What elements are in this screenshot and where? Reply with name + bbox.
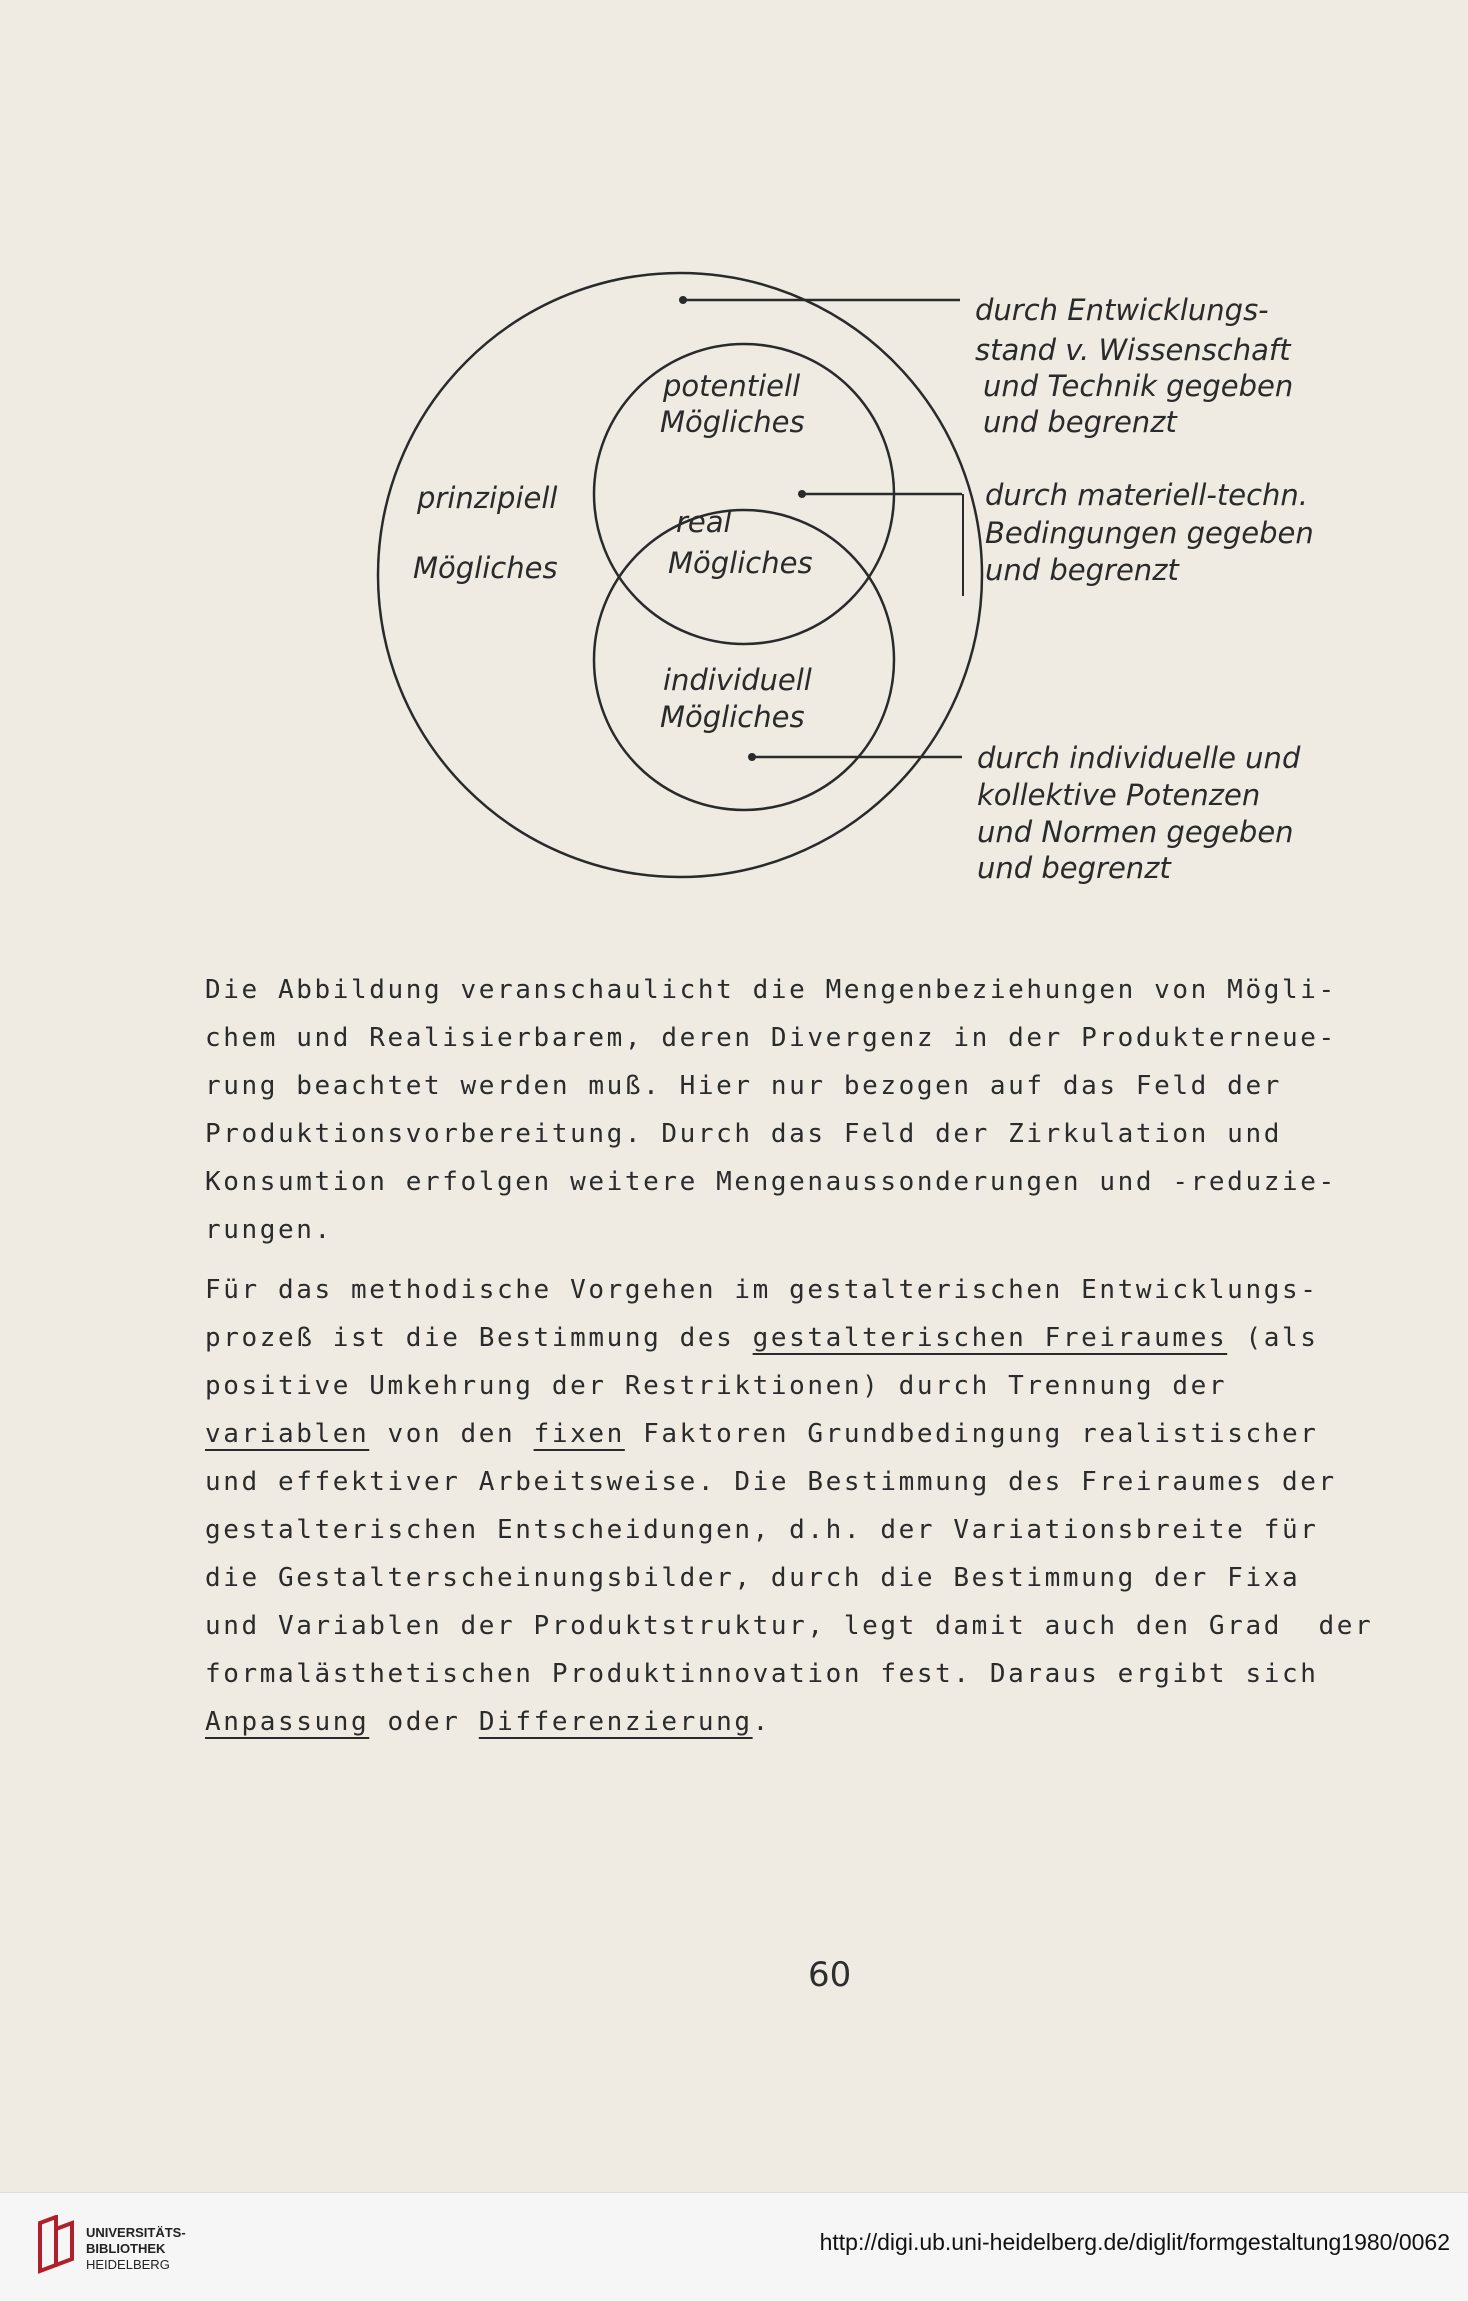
- underlined-term: gestalterischen Freiraumes: [752, 1323, 1228, 1353]
- library-logo-icon: [34, 2215, 78, 2275]
- annotation-3-line-1: durch individuelle und: [977, 741, 1301, 775]
- leader-dot-2: [798, 490, 806, 498]
- paragraph-1-line: rung beachtet werden muß. Hier nur bezogen auf das Feld der: [205, 1071, 1282, 1101]
- library-logo[interactable]: [34, 2211, 194, 2283]
- label-individuell-1: individuell: [663, 663, 812, 697]
- paragraph-1-line: Die Abbildung veranschaulicht die Mengenbeziehungen von Mögli-: [205, 975, 1337, 1005]
- paragraph-1-line: rungen.: [205, 1215, 333, 1245]
- annotation-1-line-2: stand v. Wissenschaft: [975, 333, 1291, 367]
- annotation-1-line-3: und Technik gegeben: [983, 369, 1294, 403]
- text-span: Faktoren Grundbedingung realistischer: [624, 1419, 1319, 1449]
- paragraph-1-line: Produktionsvorbereitung. Durch das Feld der Zirkulation und: [205, 1119, 1282, 1149]
- paragraph-2: [205, 1266, 1415, 1746]
- paragraph-1-line: chem und Realisierbarem, deren Divergenz in der Produkterneue-: [205, 1023, 1337, 1053]
- paragraph-1: [205, 966, 1415, 1254]
- annotation-1-line-1: durch Entwicklungs-: [975, 293, 1269, 327]
- paragraph-2-line: [205, 1410, 1415, 1458]
- leader-dot-3: [748, 753, 756, 761]
- text-span: oder: [369, 1707, 479, 1737]
- label-potentiell-2: Mögliches: [660, 405, 805, 439]
- underlined-term: Differenzierung: [478, 1707, 753, 1737]
- text-span: prozeß ist die Bestimmung des: [205, 1323, 753, 1353]
- text-span: von den: [369, 1419, 534, 1449]
- text-span: .: [752, 1707, 771, 1737]
- annotation-2-line-1: durch materiell-techn.: [985, 478, 1309, 512]
- label-individuell-2: Mögliches: [660, 700, 805, 734]
- annotation-3-line-4: und begrenzt: [977, 851, 1171, 885]
- leader-dot-1: [679, 296, 687, 304]
- venn-diagram: [0, 0, 1468, 950]
- paragraph-2-line: positive Umkehrung der Restriktionen) durch Trennung der: [205, 1371, 1228, 1401]
- annotation-2-line-2: Bedingungen gegeben: [985, 516, 1314, 550]
- underlined-term: fixen: [533, 1419, 625, 1449]
- paragraph-2-line: die Gestalterscheinungsbilder, durch die Bestimmung der Fixa: [205, 1563, 1301, 1593]
- paragraph-2-line: gestalterischen Entscheidungen, d.h. der Variationsbreite für: [205, 1515, 1319, 1545]
- page-number: 60: [808, 1955, 852, 1995]
- label-prinzipiell-1: prinzipiell: [417, 481, 558, 515]
- paragraph-2-line: und Variablen der Produktstruktur, legt damit auch den Grad der: [205, 1611, 1374, 1641]
- label-real-1: real: [676, 505, 732, 539]
- source-url-link[interactable]: http://digi.ub.uni-heidelberg.de/diglit/formgestaltung1980/0062: [819, 2229, 1450, 2255]
- paragraph-2-line: Für das methodische Vorgehen im gestalterischen Entwicklungs-: [205, 1275, 1319, 1305]
- underlined-term: Anpassung: [205, 1707, 370, 1737]
- label-real-2: Mögliches: [668, 546, 813, 580]
- paragraph-2-line: [205, 1314, 1415, 1362]
- footer-bar: [0, 2192, 1468, 2301]
- paragraph-2-line: formalästhetischen Produktinnovation fest. Daraus ergibt sich: [205, 1659, 1319, 1689]
- paragraph-1-line: Konsumtion erfolgen weitere Mengenaussonderungen und -reduzie-: [205, 1167, 1337, 1197]
- label-potentiell-1: potentiell: [663, 369, 801, 403]
- paragraph-2-line: [205, 1698, 1415, 1746]
- logo-line-2: BIBLIOTHEK: [86, 2241, 166, 2256]
- underlined-term: variablen: [205, 1419, 370, 1449]
- paragraph-2-line: und effektiver Arbeitsweise. Die Bestimmung des Freiraumes der: [205, 1467, 1337, 1497]
- text-span: (als: [1227, 1323, 1319, 1353]
- logo-line-3: HEIDELBERG: [86, 2257, 170, 2272]
- annotation-3-line-3: und Normen gegeben: [977, 815, 1294, 849]
- label-prinzipiell-2: Mögliches: [413, 551, 558, 585]
- library-logo-text: [86, 2225, 186, 2273]
- annotation-3-line-2: kollektive Potenzen: [977, 778, 1261, 812]
- annotation-2-line-3: und begrenzt: [985, 553, 1179, 587]
- logo-line-1: UNIVERSITÄTS-: [86, 2225, 186, 2240]
- annotation-1-line-4: und begrenzt: [983, 405, 1177, 439]
